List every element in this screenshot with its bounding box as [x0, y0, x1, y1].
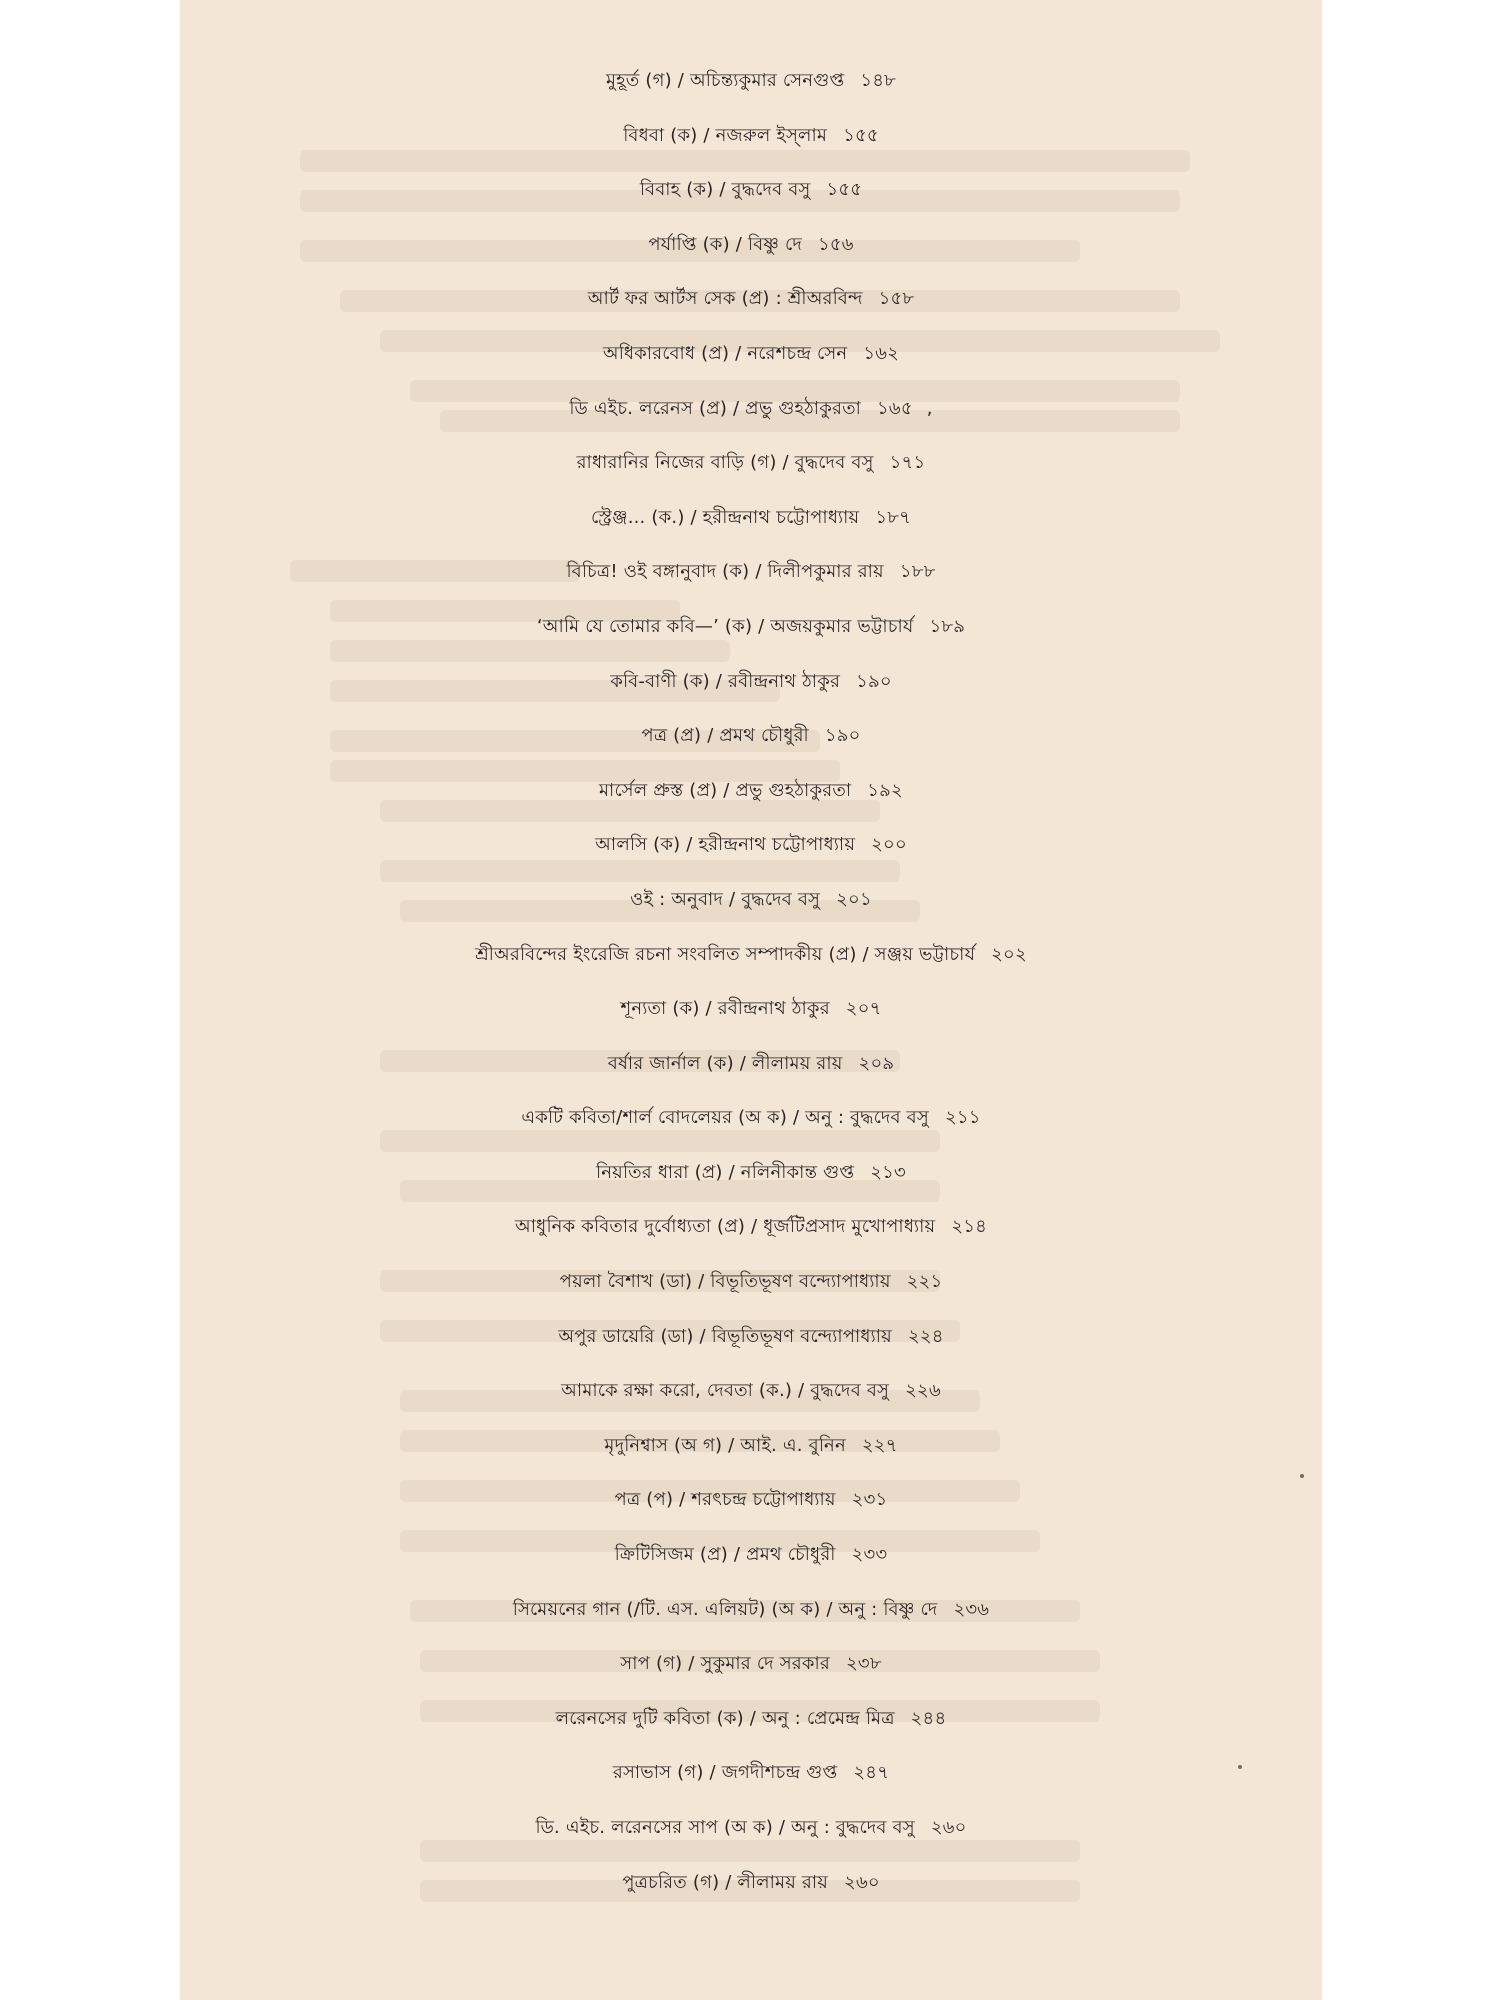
page-number: ২১৪ [951, 1216, 988, 1238]
toc-entry [180, 1091, 1322, 1146]
book-page [180, 0, 1322, 2000]
entry-title: শ্রীঅরবিন্দের ইংরেজি রচনা সংবলিত সম্পাদকীয় (প্র) / সঞ্জয় ভট্টাচার্য [475, 943, 976, 965]
entry-title: পুত্রচরিত (গ) / লীলাময় রায় [622, 1871, 829, 1893]
page-number: ১৯০ [856, 670, 892, 692]
entry-title: রসাভাস (গ) / জগদীশচন্দ্র গুপ্ত [612, 1762, 838, 1784]
page-number: ২০৯ [858, 1052, 895, 1074]
page-number: ২৩১ [851, 1489, 888, 1511]
toc-entry [180, 109, 1322, 164]
entry-title: বিচিত্র! ওই বঙ্গানুবাদ (ক) / দিলীপকুমার রায় [566, 561, 884, 583]
toc-entry [180, 1310, 1322, 1365]
page-number: ২৬০ [844, 1871, 880, 1893]
entry-title: ‘আমি যে তোমার কবি—’ (ক) / অজয়কুমার ভট্টাচার্য [536, 615, 914, 637]
page-number: ২৩৩ [851, 1544, 888, 1566]
page-number: ২২১ [906, 1271, 943, 1293]
page-number: ১৫৫ [826, 179, 863, 201]
page-number: ১৭১ [889, 452, 926, 474]
paper-speck [1238, 1765, 1242, 1769]
page-number: ২৩৮ [846, 1653, 882, 1675]
entry-title: আলসি (ক) / হরীন্দ্রনাথ চট্টোপাধ্যায় [595, 834, 856, 856]
toc-entry [180, 764, 1322, 819]
entry-title: বিবাহ (ক) / বুদ্ধদেব বসু [639, 179, 811, 201]
entry-title: পয়লা বৈশাখ (ডা) / বিভূতিভূষণ বন্দ্যোপাধ্যায় [559, 1271, 891, 1293]
toc-entry [180, 382, 1322, 437]
entry-title: লরেনসের দুটি কবিতা (ক) / অনু : প্রেমেন্দ্র মিত্র [555, 1707, 895, 1729]
page-number: ২০২ [991, 943, 1027, 965]
paper-speck [1300, 1474, 1304, 1478]
toc-entry [180, 327, 1322, 382]
page-number: ২০১ [836, 888, 872, 910]
entry-title: ক্রিটিসিজম (প্র) / প্রমথ চৌধুরী [614, 1544, 836, 1566]
toc-entry [180, 54, 1322, 109]
toc-entry [180, 545, 1322, 600]
entry-title: শূন্যতা (ক) / রবীন্দ্রনাথ ঠাকুর [620, 998, 830, 1020]
toc-entry [180, 1473, 1322, 1528]
toc-entry [180, 1200, 1322, 1255]
toc-entry [180, 982, 1322, 1037]
toc-entry [180, 491, 1322, 546]
entry-title: আমাকে রক্ষা করো, দেবতা (ক.) / বুদ্ধদেব বসু [561, 1380, 890, 1402]
entry-title: কবি-বাণী (ক) / রবীন্দ্রনাথ ঠাকুর [610, 670, 841, 692]
page-number: ২৪৪ [910, 1707, 947, 1729]
toc-entry [180, 600, 1322, 655]
page-number: ২২৪ [907, 1325, 944, 1347]
toc-entry [180, 163, 1322, 218]
toc-entry [180, 1037, 1322, 1092]
entry-title: বর্ষার জার্নাল (ক) / লীলাময় রায় [607, 1052, 843, 1074]
page-number: ১৬২ [863, 342, 900, 364]
page-number: ১৮৯ [929, 615, 966, 637]
page-number: ২২৬ [905, 1380, 941, 1402]
entry-title: স্ট্রেঞ্জ... (ক.) / হরীন্দ্রনাথ চট্টোপাধ্যায় [590, 506, 860, 528]
toc-entry [180, 1801, 1322, 1856]
entry-title: অধিকারবোধ (প্র) / নরেশচন্দ্র সেন [602, 342, 848, 364]
entry-title: আধুনিক কবিতার দুর্বোধ্যতা (প্র) / ধূর্জটিপ্রসাদ মুখোপাধ্যায় [514, 1216, 936, 1238]
entry-title: একটি কবিতা/শার্ল বোদলেয়র (অ ক) / অনু : বুদ্ধদেব বসু [521, 1107, 929, 1129]
page-number: ১৯০ [824, 725, 861, 747]
toc-entry [180, 1637, 1322, 1692]
toc-entry [180, 436, 1322, 491]
page-number: ১৪৮ [860, 70, 897, 91]
entry-title: নিয়তির ধারা (প্র) / নলিনীকান্ত গুপ্ত [596, 1161, 855, 1183]
page-number: ২০০ [871, 834, 907, 856]
page-number: ২৩৬ [953, 1598, 990, 1620]
toc-entry [180, 1856, 1322, 1911]
page-number: ২০৭ [845, 998, 882, 1020]
toc-entry [180, 1419, 1322, 1474]
page-number: ২১৩ [870, 1161, 906, 1183]
toc-entry [180, 709, 1322, 764]
page-number: ২৪৭ [853, 1762, 890, 1784]
toc-entry [180, 1364, 1322, 1419]
entry-title: রাধারানির নিজের বাড়ি (গ) / বুদ্ধদেব বসু [576, 452, 874, 474]
toc-entry [180, 1583, 1322, 1638]
page-number: ১৫৮ [878, 288, 915, 310]
entry-title: মুহূর্ত (গ) / অচিন্ত্যকুমার সেনগুপ্ত [605, 70, 845, 91]
entry-title: পত্র (প) / শরৎচন্দ্র চট্টোপাধ্যায় [614, 1489, 836, 1511]
page-number: ১৬৫ [877, 397, 913, 419]
page-number: ২৬০ [930, 1817, 967, 1838]
entry-title: মৃদুনিশ্বাস (অ গ) / আই. এ. বুনিন [604, 1434, 846, 1456]
toc-entry [180, 1692, 1322, 1747]
stray-mark: , [926, 397, 933, 419]
page-number: ২২৭ [861, 1434, 898, 1456]
page-number: ১৫৫ [843, 124, 879, 146]
page-number: ১৮৮ [899, 561, 936, 583]
toc-entry [180, 218, 1322, 273]
entry-title: ডি এইচ. লরেনস (প্র) / প্রভু গুহঠাকুরতা [569, 397, 862, 419]
toc-entry [180, 818, 1322, 873]
entry-title: মার্সেল প্রুস্ত (প্র) / প্রভু গুহঠাকুরতা [599, 779, 852, 801]
entry-title: ডি. এইচ. লরেনসের সাপ (অ ক) / অনু : বুদ্ধদেব বসু [535, 1817, 915, 1838]
toc-entry [180, 272, 1322, 327]
toc-entry [180, 1746, 1322, 1801]
toc-entry [180, 928, 1322, 983]
entry-title: সিমেয়নের গান (/টি. এস. এলিয়ট) (অ ক) / অনু : বিষ্ণু দে [512, 1598, 938, 1620]
entry-title: অপুর ডায়েরি (ডা) / বিভূতিভূষণ বন্দ্যোপাধ্যায় [558, 1325, 892, 1347]
toc-entry [180, 1255, 1322, 1310]
toc-entry [180, 873, 1322, 928]
entry-title: বিধবা (ক) / নজরুল ইস্‌লাম [623, 124, 828, 146]
entry-title: আর্ট ফর আর্টস সেক (প্র) : শ্রীঅরবিন্দ [587, 288, 863, 310]
page-number: ১৮৭ [875, 506, 912, 528]
page-number: ১৫৬ [818, 233, 854, 255]
entry-title: পর্যাপ্তি (ক) / বিষ্ণু দে [648, 233, 803, 255]
entry-title: ওই : অনুবাদ / বুদ্ধদেব বসু [630, 888, 821, 910]
page-number: ২১১ [944, 1107, 981, 1129]
toc-entry [180, 1528, 1322, 1583]
toc-entry [180, 655, 1322, 710]
entry-title: সাপ (গ) / সুকুমার দে সরকার [620, 1653, 831, 1675]
entry-title: পত্র (প্র) / প্রমথ চৌধুরী [641, 725, 809, 747]
toc-entry [180, 1146, 1322, 1201]
page-number: ১৯২ [867, 779, 903, 801]
table-of-contents [180, 54, 1322, 1910]
